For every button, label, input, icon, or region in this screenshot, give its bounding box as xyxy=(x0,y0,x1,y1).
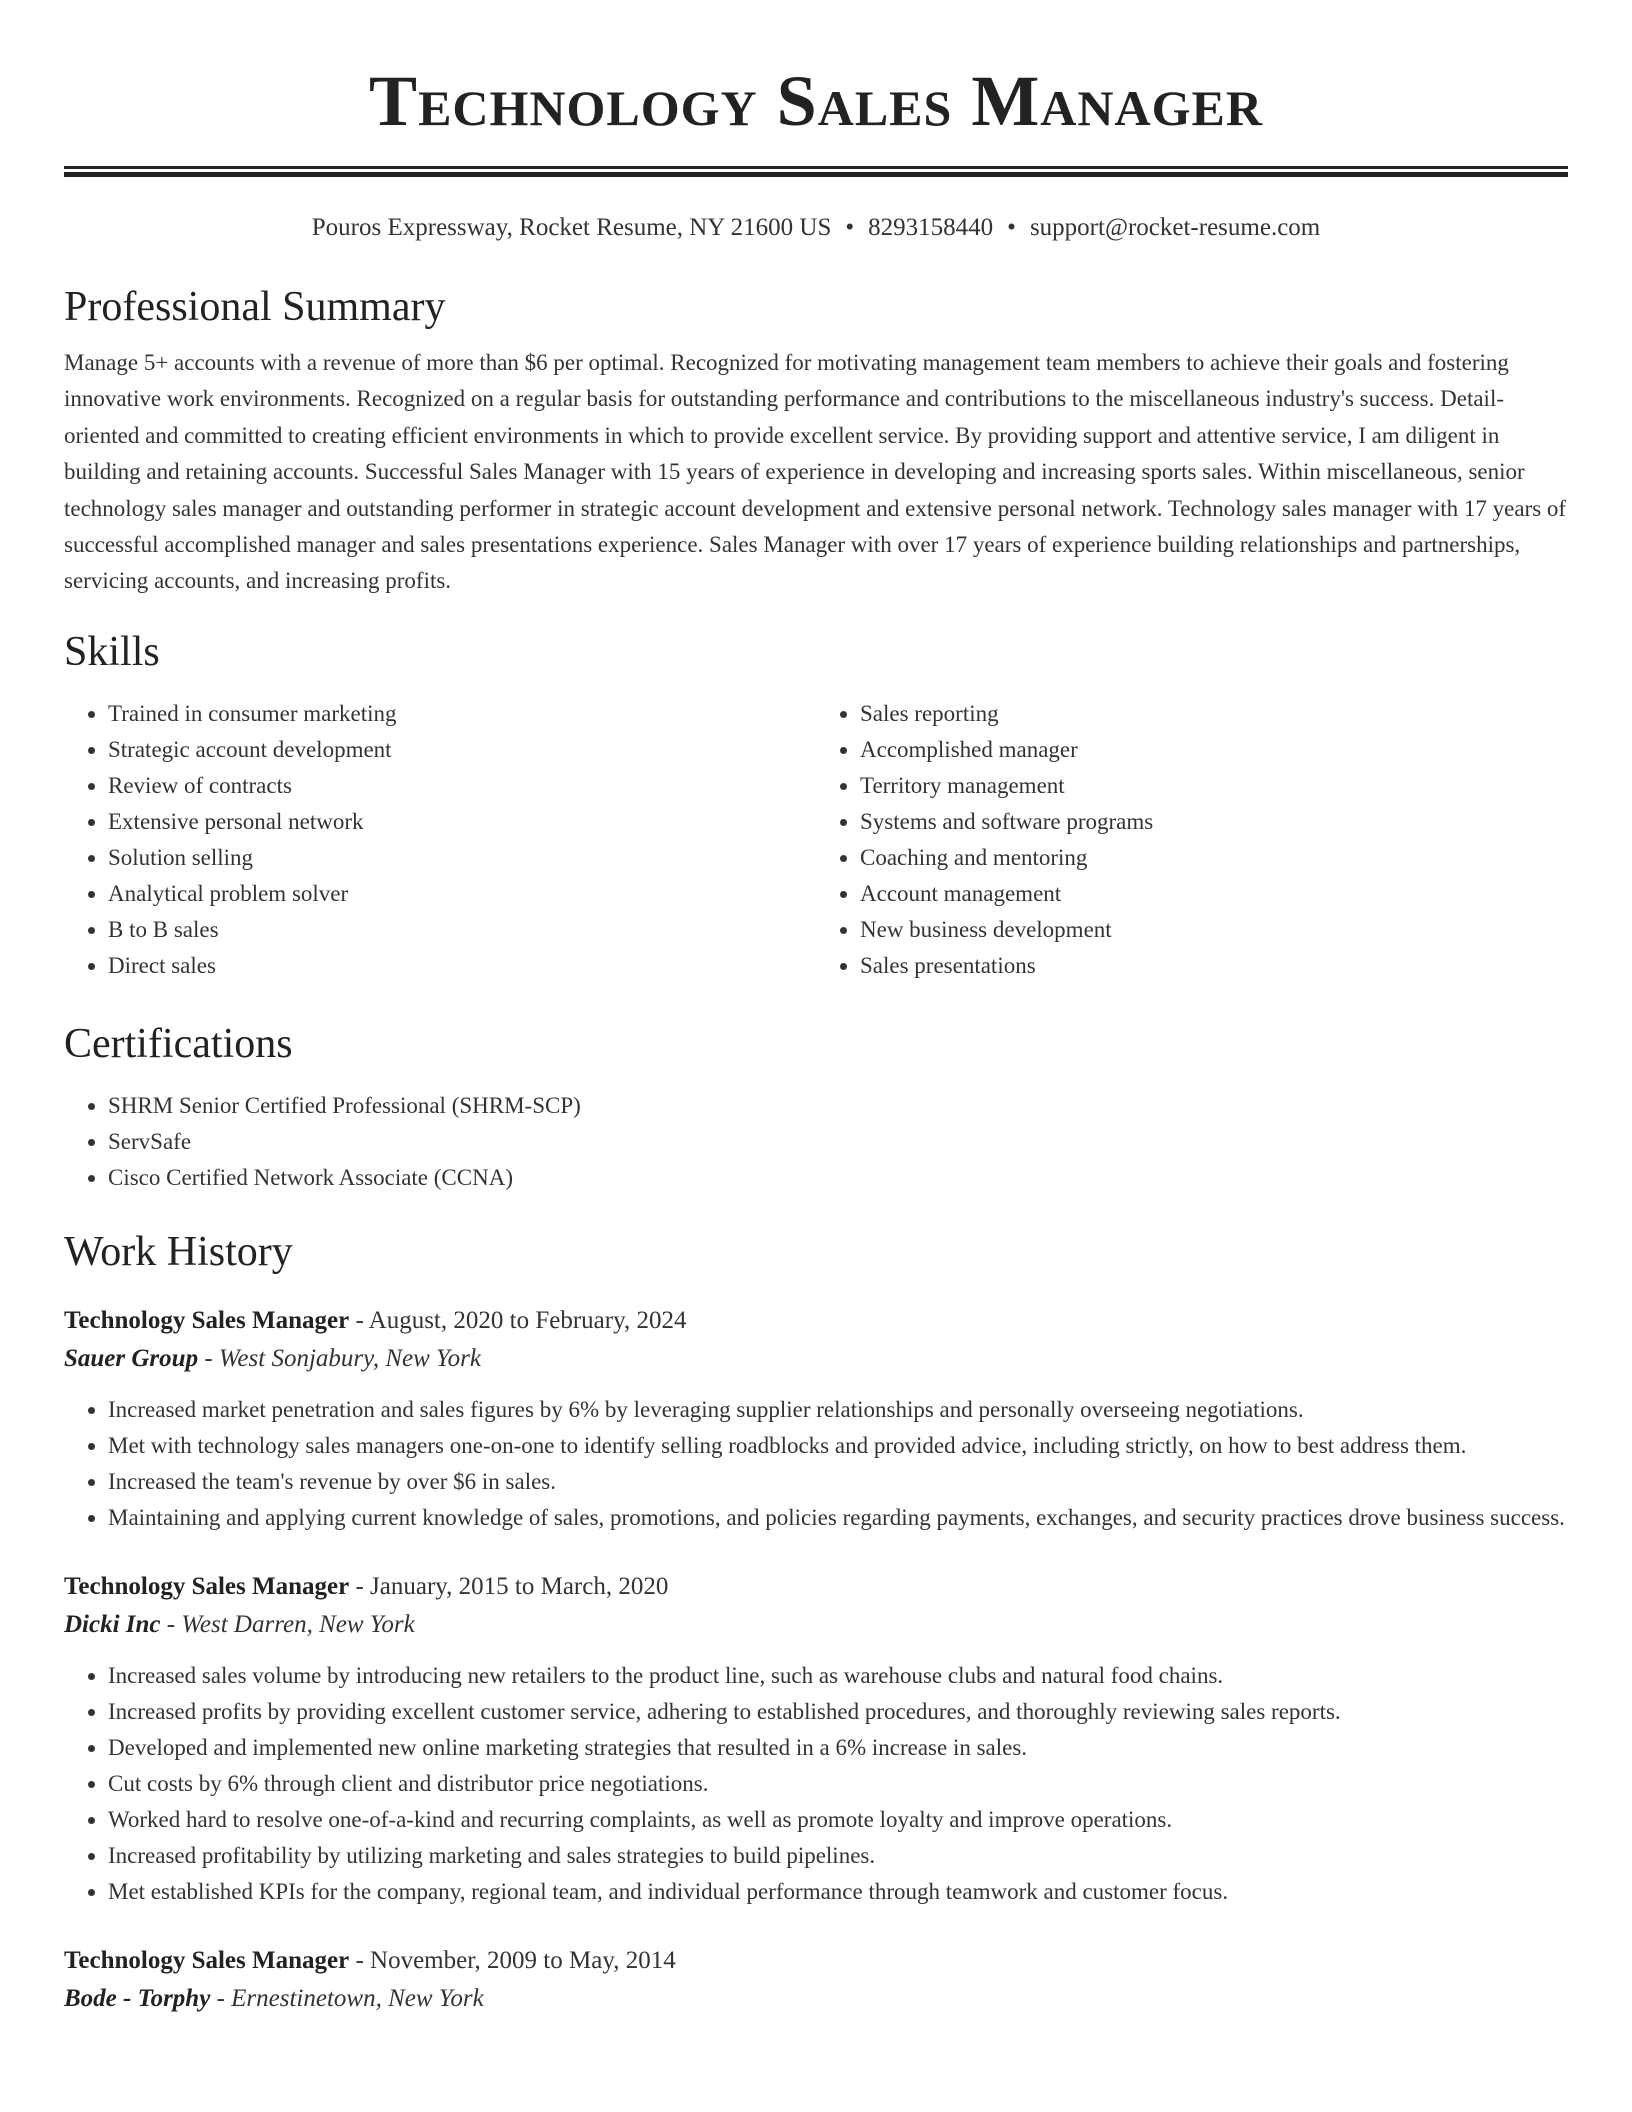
job-title: Technology Sales Manager xyxy=(64,1946,350,1974)
skills-right-list xyxy=(816,696,1568,984)
skill-item: • Trained in consumer marketing xyxy=(108,696,816,732)
skill-item: • Extensive personal network xyxy=(108,804,816,840)
company-name: Sauer Group xyxy=(64,1344,199,1372)
job-entry xyxy=(64,1942,1568,2018)
job-bullets xyxy=(64,1658,1568,1910)
company-location: - West Sonjabury, New York xyxy=(198,1344,481,1372)
skill-item: • New business development xyxy=(860,912,1568,948)
skill-item: • Accomplished manager xyxy=(860,732,1568,768)
company-line xyxy=(64,1606,1568,1644)
skill-item: • Sales reporting xyxy=(860,696,1568,732)
address: Pouros Expressway, Rocket Resume, NY 21600 US xyxy=(311,214,832,241)
job-bullet: • Increased the team's revenue by over $6 in sales. xyxy=(108,1464,1568,1500)
certification-item: • ServSafe xyxy=(108,1124,1568,1160)
job-bullet: • Met with technology sales managers one-on-one to identify selling roadblocks and provided advice, including strictly, on how to best address them. xyxy=(108,1428,1568,1464)
company-name: Dicki Inc xyxy=(64,1610,161,1638)
job-bullet: • Maintaining and applying current knowledge of sales, promotions, and policies regarding payments, exchanges, and security practices drove business success. xyxy=(108,1500,1568,1536)
email[interactable]: support@rocket-resume.com xyxy=(1029,214,1321,241)
job-bullet: • Increased profits by providing excellent customer service, adhering to established procedures, and thoroughly reviewing sales reports. xyxy=(108,1694,1568,1730)
job-bullet: • Increased sales volume by introducing new retailers to the product line, such as warehouse clubs and natural food chains. xyxy=(108,1658,1568,1694)
job-title: Technology Sales Manager xyxy=(64,1572,350,1600)
contact-line xyxy=(64,213,1568,243)
skill-item: • Review of contracts xyxy=(108,768,816,804)
skill-item: • B to B sales xyxy=(108,912,816,948)
skill-item: • Analytical problem solver xyxy=(108,876,816,912)
phone: 8293158440 xyxy=(868,214,994,241)
skill-item: • Coaching and mentoring xyxy=(860,840,1568,876)
job-dates: - November, 2009 to May, 2014 xyxy=(349,1946,676,1974)
company-line xyxy=(64,1980,1568,2018)
job-title: Technology Sales Manager xyxy=(64,1306,350,1334)
skill-item: • Solution selling xyxy=(108,840,816,876)
job-entry xyxy=(64,1568,1568,1910)
company-location: - Ernestinetown, New York xyxy=(210,1984,484,2012)
job-dates: - January, 2015 to March, 2020 xyxy=(349,1572,669,1600)
company-line xyxy=(64,1340,1568,1378)
job-entry xyxy=(64,1302,1568,1536)
contact-separator: • xyxy=(845,214,855,241)
certification-item: • SHRM Senior Certified Professional (SHRM-SCP) xyxy=(108,1088,1568,1124)
job-title-line xyxy=(64,1568,1568,1606)
job-bullet: • Cut costs by 6% through client and distributor price negotiations. xyxy=(108,1766,1568,1802)
job-title-line xyxy=(64,1302,1568,1340)
job-dates: - August, 2020 to February, 2024 xyxy=(349,1306,687,1334)
skill-item: • Territory management xyxy=(860,768,1568,804)
job-title-line xyxy=(64,1942,1568,1980)
summary-heading: Professional Summary xyxy=(64,284,446,330)
work-history-heading: Work History xyxy=(64,1228,293,1275)
job-bullet: • Worked hard to resolve one-of-a-kind and recurring complaints, as well as promote loyalty and improve operations. xyxy=(108,1802,1568,1838)
skills-heading: Skills xyxy=(64,628,160,675)
skills-columns xyxy=(64,696,1568,984)
company-location: - West Darren, New York xyxy=(160,1610,415,1638)
job-bullet: • Met established KPIs for the company, regional team, and individual performance through teamwork and customer focus. xyxy=(108,1874,1568,1910)
skills-left-list xyxy=(64,696,816,984)
skill-item: • Sales presentations xyxy=(860,948,1568,984)
summary-text: Manage 5+ accounts with a revenue of more than $6 per optimal. Recognized for motivating management team members to achieve their goals and fostering innovative work environments. Recognized on a regular basis for outstanding performance and contributions to the miscellaneous industry's success. Detail-oriented and committed to creating efficient environments in which to provide excellent service. By providing support and attentive service, I am diligent in building and retaining accounts. Successful Sales Manager with 15 years of experience in developing and increasing sports sales. Within miscellaneous, senior technology sales manager and outstanding performer in strategic account development and extensive personal network. Technology sales manager with 17 years of successful accomplished manager and sales presentations experience. Sales Manager with over 17 years of experience building relationships and partnerships, servicing accounts, and increasing profits. xyxy=(64,350,1567,594)
certifications-heading: Certifications xyxy=(64,1020,293,1067)
job-bullet: • Increased market penetration and sales figures by 6% by leveraging supplier relationships and personally overseeing negotiations. xyxy=(108,1392,1568,1428)
certification-item: • Cisco Certified Network Associate (CCNA) xyxy=(108,1160,1568,1196)
certifications-list xyxy=(64,1088,1568,1196)
title-divider xyxy=(64,166,1568,177)
skill-item: • Direct sales xyxy=(108,948,816,984)
job-bullet: • Developed and implemented new online marketing strategies that resulted in a 6% increase in sales. xyxy=(108,1730,1568,1766)
skill-item: • Strategic account development xyxy=(108,732,816,768)
contact-separator: • xyxy=(1007,214,1016,241)
job-bullets xyxy=(64,1392,1568,1536)
skill-item: • Account management xyxy=(860,876,1568,912)
resume-title: Technology Sales Manager xyxy=(369,61,1263,141)
job-bullet: • Increased profitability by utilizing marketing and sales strategies to build pipelines. xyxy=(108,1838,1568,1874)
skill-item: • Systems and software programs xyxy=(860,804,1568,840)
company-name: Bode - Torphy xyxy=(64,1984,211,2012)
